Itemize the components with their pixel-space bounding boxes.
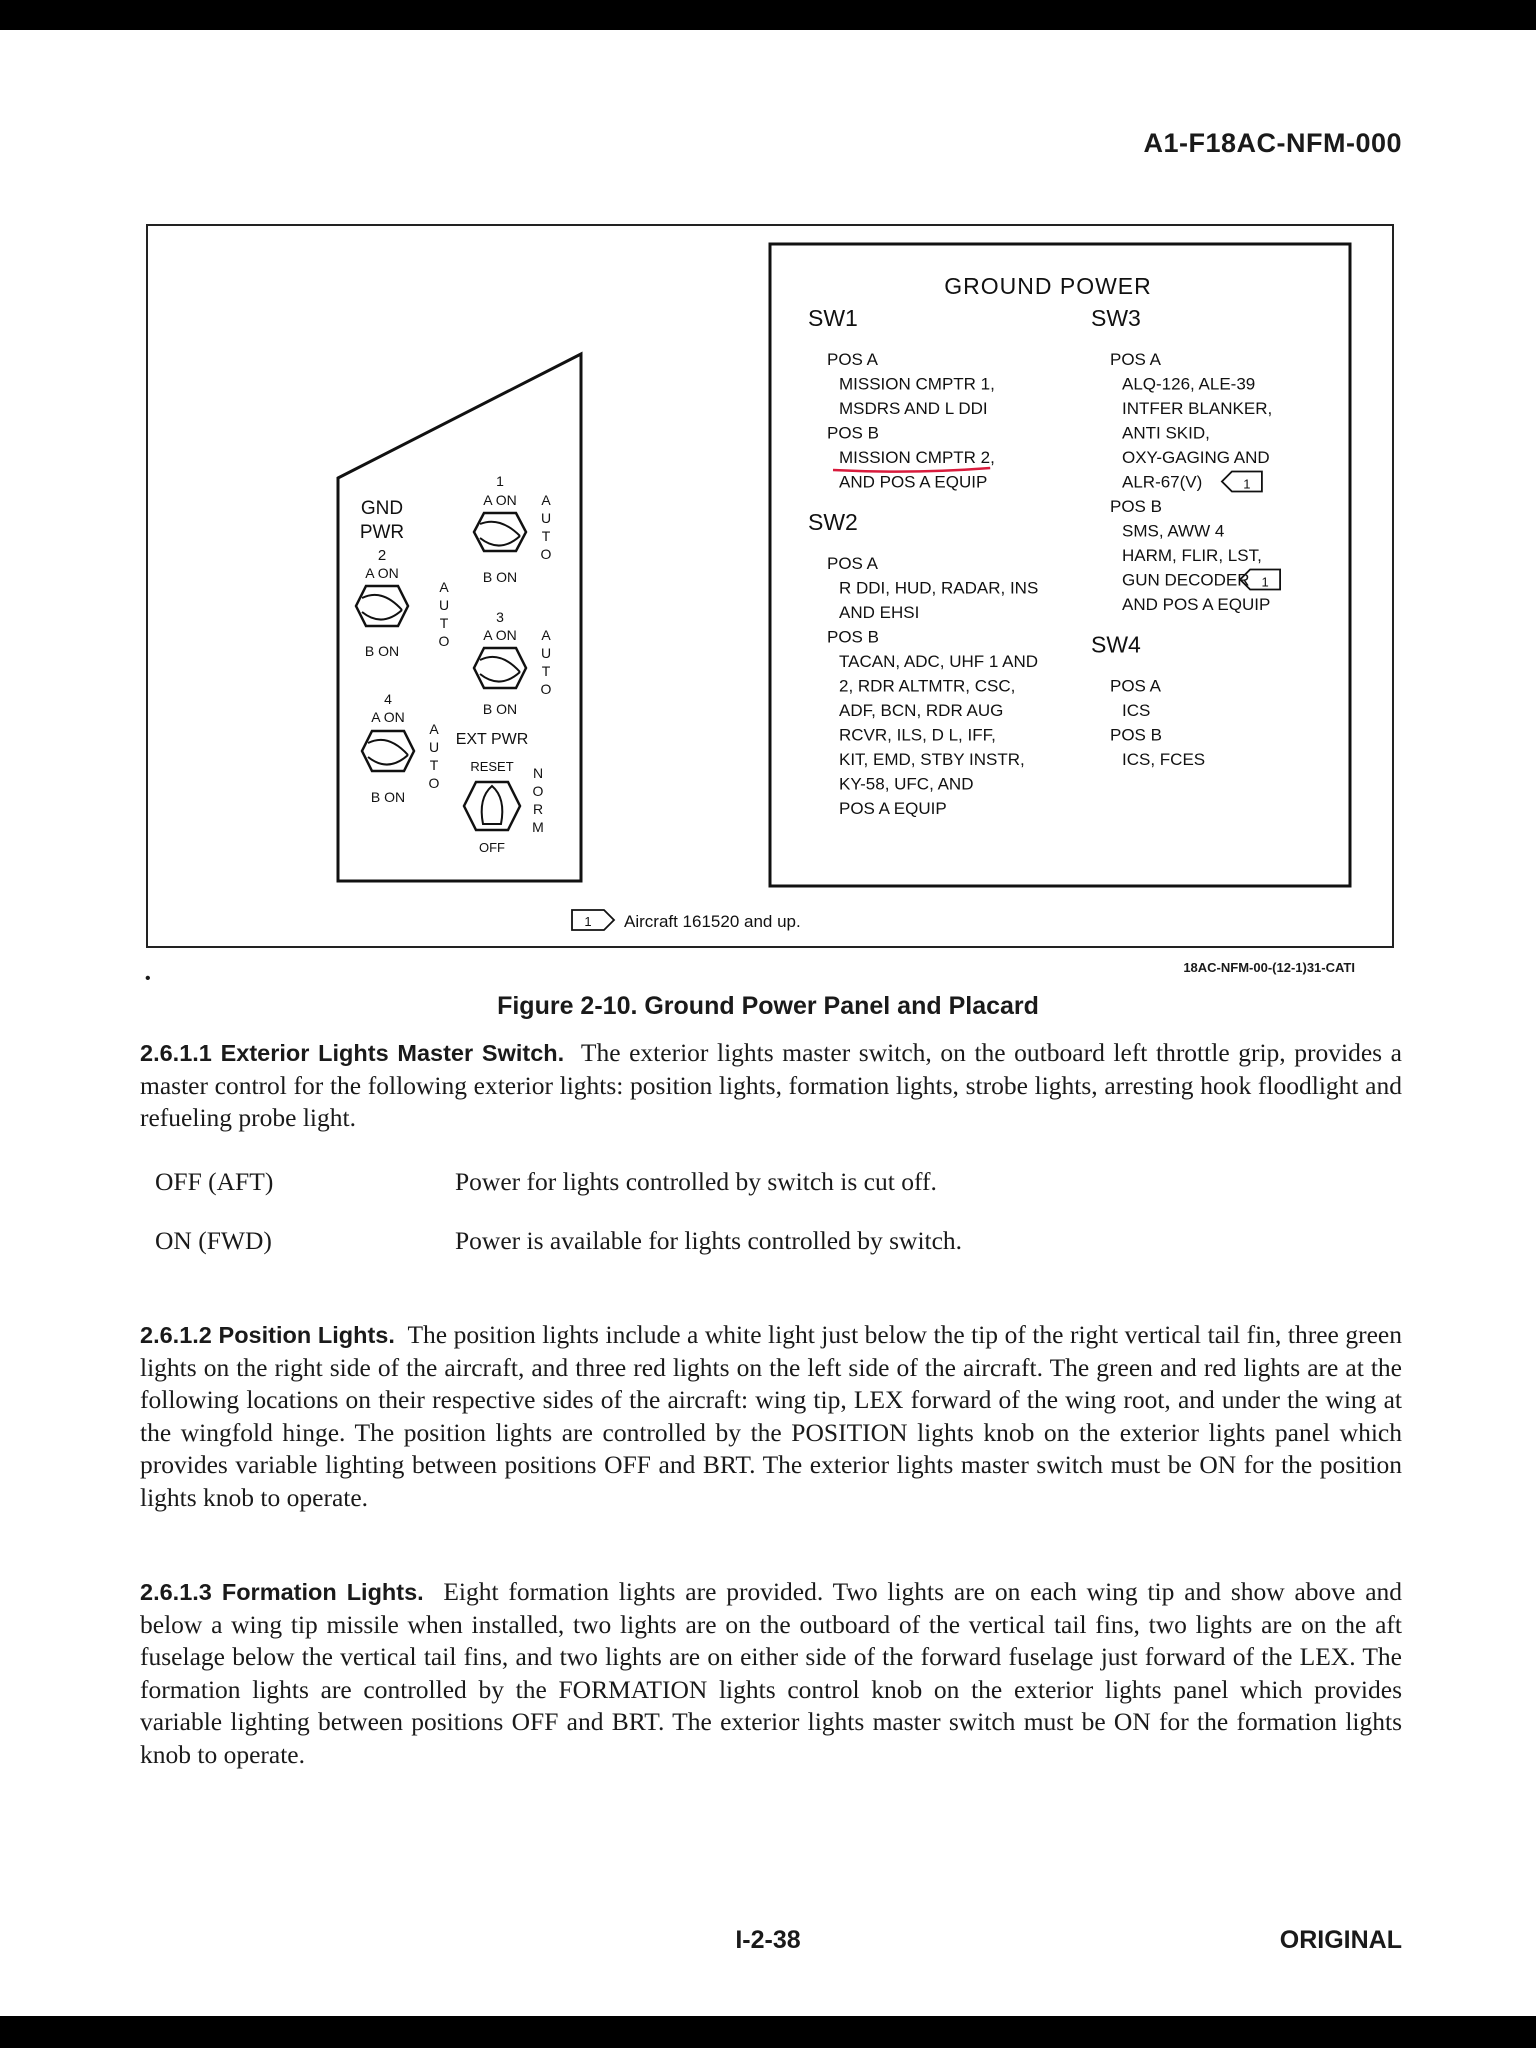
margin-mark: • xyxy=(145,970,151,987)
svg-text:O: O xyxy=(428,775,440,791)
placard-line: 2, RDR ALTMTR, CSC, xyxy=(839,676,1016,696)
placard-line: TACAN, ADC, UHF 1 AND xyxy=(839,652,1038,671)
figure-frame xyxy=(146,224,1394,948)
section-body: Eight formation lights are provided. Two lights are on each wing tip and show above and below a wing tip missile when installed, two lights are on the outboard of the vertical tail fins, two lights are on the aft fuselage below the vertical tail fins, and two lights are on either side of the forward fuselage just forward of the LEX. The formation lights are controlled by the FORMATION lights control knob on the exterior lights panel which provides variable lighting between positions OFF and BRT. The exterior lights master switch must be ON for the formation lights knob to operate. xyxy=(140,1577,1403,1769)
placard-line: POS B xyxy=(1110,725,1162,745)
svg-text:M: M xyxy=(532,819,544,835)
placard-line: MISSION CMPTR 1, xyxy=(839,374,995,394)
switch-2-a-on: A ON xyxy=(365,565,399,581)
svg-text:O: O xyxy=(532,783,544,799)
section-2-6-1-3 xyxy=(140,1576,1402,1771)
placard-line: POS B xyxy=(1110,497,1162,516)
svg-text:T: T xyxy=(429,757,439,773)
placard-line: HARM, FLIR, LST, xyxy=(1122,546,1262,565)
svg-text:1: 1 xyxy=(584,914,592,929)
placard-line: MISSION CMPTR 2, xyxy=(839,448,995,467)
switch-3-b-on: B ON xyxy=(482,701,518,717)
switch-position-term: ON (FWD) xyxy=(155,1226,272,1255)
svg-text:O: O xyxy=(438,633,450,649)
placard-section-heading: SW4 xyxy=(1091,631,1141,658)
section-heading: 2.6.1.3 Formation Lights. xyxy=(140,1579,424,1605)
svg-text:1: 1 xyxy=(1261,574,1269,590)
svg-text:O: O xyxy=(540,546,552,562)
switch-1-number: 1 xyxy=(496,473,504,489)
placard-line: ALQ-126, ALE-39 xyxy=(1122,374,1256,394)
ext-pwr-label: EXT PWR xyxy=(455,731,529,748)
placard-line: R DDI, HUD, RADAR, INS xyxy=(839,578,1039,598)
section-2-6-1-2 xyxy=(140,1319,1402,1514)
section-body: The exterior lights master switch, on the outboard left throttle grip, provides a master control for the following exterior lights: position lights, formation lights, strobe lights, arresting hook floodlight and refueling probe light. xyxy=(140,1038,1402,1132)
note-flag-icon xyxy=(572,910,614,930)
svg-text:1: 1 xyxy=(1243,476,1251,492)
section-2-6-1-1 xyxy=(140,1037,1402,1135)
flag-note-icon xyxy=(1222,472,1262,492)
page-number: I-2-38 xyxy=(735,1926,801,1954)
placard-line: RCVR, ILS, D L, IFF, xyxy=(839,725,996,745)
placard-line: POS A EQUIP xyxy=(839,799,947,818)
placard-line: ANTI SKID, xyxy=(1122,423,1210,443)
switch-2-number: 2 xyxy=(377,547,387,564)
svg-text:R: R xyxy=(532,801,544,817)
svg-text:T: T xyxy=(541,663,551,679)
section-body: The position lights include a white light just below the tip of the right vertical tail fin, three green lights on the right side of the aircraft, and three red lights on the left side of the aircraft. The green and red lights are at the following locations on their respective sides of the aircraft: wing tip, LEX forward of the wing root, and under the wing at the wingfold hinge. The position lights are controlled by the POSITION lights knob on the exterior lights panel which provides variable lighting between positions OFF and BRT. The exterior lights master switch must be ON for the position lights knob to operate. xyxy=(140,1320,1402,1512)
placard-line: POS A xyxy=(1110,350,1162,369)
svg-text:T: T xyxy=(541,528,551,544)
switch-position-row xyxy=(155,1167,937,1197)
placard-line: AND POS A EQUIP xyxy=(839,472,988,492)
placard-line: AND EHSI xyxy=(839,603,920,622)
placard-line: MSDRS AND L DDI xyxy=(839,399,988,418)
figure-drawing xyxy=(148,226,1392,946)
switch-3-auto-label xyxy=(541,627,552,697)
placard-section-heading: SW2 xyxy=(808,509,858,535)
svg-text:U: U xyxy=(428,739,440,755)
placard-line: GUN DECODER xyxy=(1122,570,1250,590)
note-text: Aircraft 161520 and up. xyxy=(624,912,801,931)
placard-line: ICS xyxy=(1122,701,1151,720)
switch-position-desc: Power is available for lights controlled by switch. xyxy=(455,1226,963,1255)
switch-1-b-on: B ON xyxy=(482,569,518,585)
placard-line: ADF, BCN, RDR AUG xyxy=(839,701,1004,720)
placard-title: GROUND POWER xyxy=(944,273,1152,299)
ext-pwr-reset-label: RESET xyxy=(470,759,514,774)
switch-position-term: OFF (AFT) xyxy=(155,1167,274,1196)
switch-3-number: 3 xyxy=(496,609,504,625)
document-code: A1-F18AC-NFM-000 xyxy=(1143,128,1402,158)
placard-line: POS B xyxy=(827,423,879,443)
switch-1-auto-label xyxy=(541,492,552,562)
svg-text:A: A xyxy=(541,627,551,643)
placard-line: AND POS A EQUIP xyxy=(1122,595,1271,614)
ext-pwr-off-label: OFF xyxy=(479,840,505,855)
svg-text:U: U xyxy=(540,510,552,526)
switch-4-b-on: B ON xyxy=(370,789,406,805)
switch-4-a-on: A ON xyxy=(371,709,405,725)
placard-right-column xyxy=(1091,305,1280,769)
gnd-label: GND xyxy=(360,498,404,519)
switch-position-desc: Power for lights controlled by switch is cut off. xyxy=(455,1167,937,1196)
section-heading: 2.6.1.2 Position Lights. xyxy=(140,1322,395,1348)
placard-line: ICS, FCES xyxy=(1122,750,1206,769)
section-heading: 2.6.1.1 Exterior Lights Master Switch. xyxy=(140,1040,565,1066)
placard-line: POS A xyxy=(1110,676,1162,696)
switch-3-a-on: A ON xyxy=(483,627,517,643)
red-underline-mark xyxy=(833,468,990,472)
svg-text:N: N xyxy=(532,765,544,781)
ext-pwr-norm-label xyxy=(532,765,544,835)
placard-line: INTFER BLANKER, xyxy=(1122,399,1273,418)
manual-page xyxy=(0,30,1536,2016)
svg-text:A: A xyxy=(439,579,449,595)
placard-left-column xyxy=(808,305,1038,818)
svg-text:U: U xyxy=(540,645,552,661)
switch-1-a-on: A ON xyxy=(483,492,517,508)
svg-text:A: A xyxy=(541,492,551,508)
placard-line: POS A xyxy=(827,350,879,369)
svg-text:T: T xyxy=(439,615,449,631)
placard-line: POS B xyxy=(827,627,879,647)
placard-line: KIT, EMD, STBY INSTR, xyxy=(839,750,1025,769)
ext-pwr-knob xyxy=(464,782,520,830)
placard-line: KY-58, UFC, AND xyxy=(839,774,974,794)
svg-text:O: O xyxy=(540,681,552,697)
switch-4-auto-label xyxy=(429,721,440,791)
switch-3-knob xyxy=(474,648,526,688)
switch-1-knob xyxy=(474,513,526,551)
placard-line: OXY-GAGING AND xyxy=(1122,448,1270,467)
placard-line: POS A xyxy=(827,554,879,573)
switch-2-b-on: B ON xyxy=(364,643,400,659)
figure-id: 18AC-NFM-00-(12-1)31-CATI xyxy=(1183,960,1355,975)
svg-text:U: U xyxy=(438,597,450,613)
placard-line: SMS, AWW 4 xyxy=(1122,521,1225,541)
switch-2-auto-label xyxy=(439,579,450,649)
switch-2-knob xyxy=(356,586,408,626)
switch-4-knob xyxy=(362,731,414,771)
pwr-label: PWR xyxy=(359,522,405,543)
switch-4-number: 4 xyxy=(384,691,392,707)
figure-caption: Figure 2-10. Ground Power Panel and Placard xyxy=(497,992,1039,1020)
page-status: ORIGINAL xyxy=(1279,1926,1402,1954)
svg-text:A: A xyxy=(429,721,439,737)
placard-line: ALR-67(V) xyxy=(1122,472,1203,492)
placard-section-heading: SW1 xyxy=(808,305,858,331)
placard-section-heading: SW3 xyxy=(1091,305,1141,331)
switch-position-row xyxy=(155,1226,962,1256)
